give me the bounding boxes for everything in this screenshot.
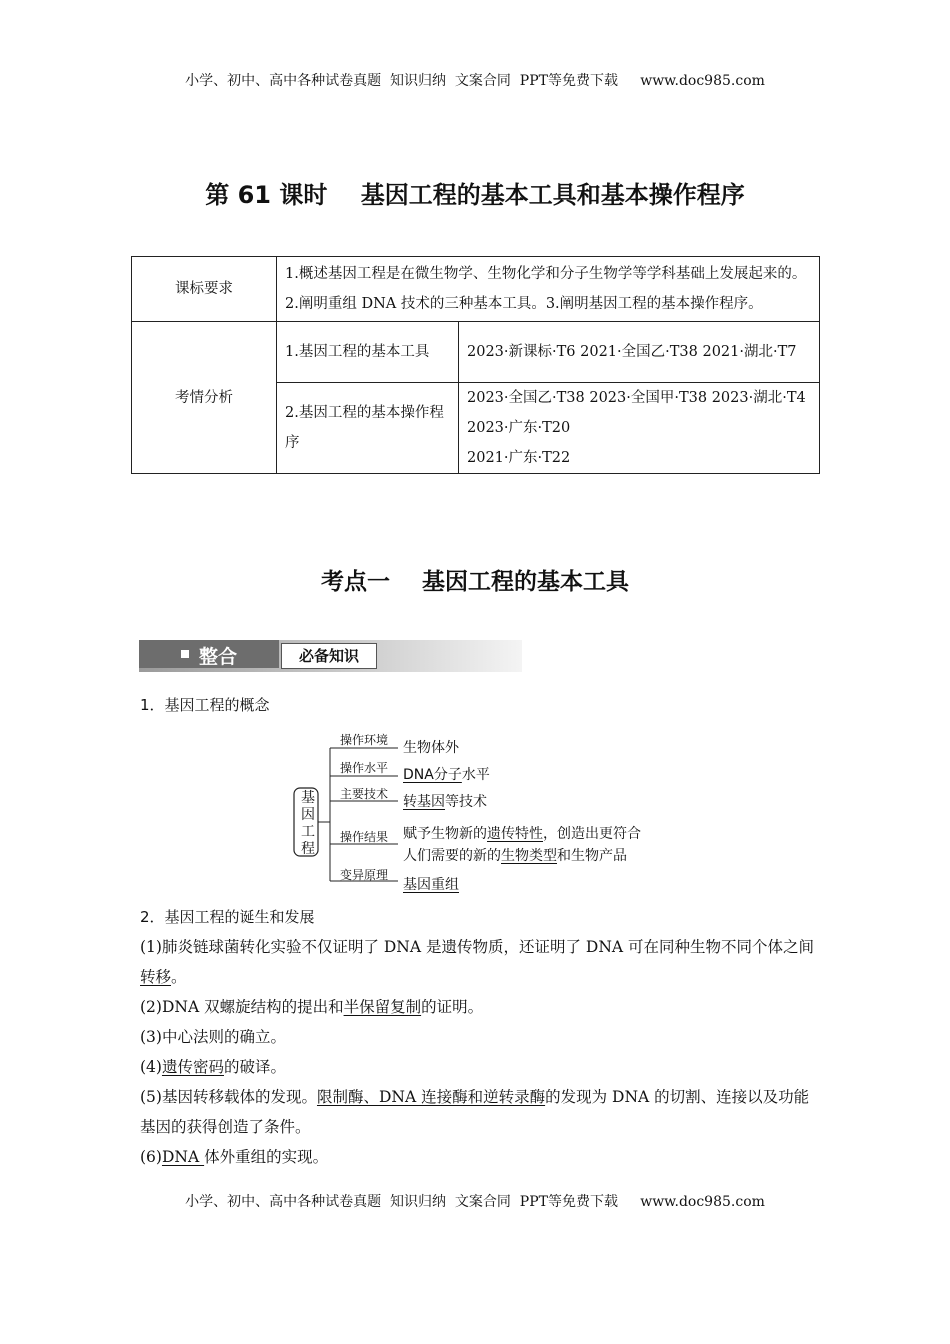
branch-value <box>403 823 641 867</box>
para-text: (5)基因转移载体的发现。 <box>140 1088 317 1106</box>
branch-label: 操作环境 <box>340 733 389 747</box>
underlined-answer: 生物类型 <box>501 848 557 864</box>
value-text: 等技术 <box>445 794 487 810</box>
table-row <box>132 322 820 383</box>
root-char: 因 <box>301 807 315 823</box>
underlined-answer: 基因重组 <box>403 877 459 893</box>
exam-cell: 2023·新课标·T6 2021·全国乙·T38 2021·湖北·T7 <box>459 322 820 383</box>
paragraph <box>140 932 820 992</box>
table-row <box>132 257 820 322</box>
value-text: 赋予生物新的 <box>403 826 487 842</box>
underlined-answer: 半保留复制 <box>343 998 422 1016</box>
para-text: (2)DNA 双螺旋结构的提出和 <box>140 998 344 1016</box>
value-text: ，创造出更符合 <box>543 826 641 842</box>
root-char: 基 <box>301 790 315 806</box>
requirement-label: 课标要求 <box>132 257 277 322</box>
exam-list: 2023·全国乙·T38 2023·全国甲·T38 2023·湖北·T4 2023·广东·T20 <box>467 390 806 436</box>
value-text: 和生物产品 <box>557 848 627 864</box>
para-text: 的证明。 <box>421 998 484 1016</box>
para-text: 的破译。 <box>223 1058 286 1076</box>
para-text: (6) <box>140 1148 162 1166</box>
branch-label: 主要技术 <box>340 787 389 801</box>
root-char: 工 <box>301 824 315 840</box>
para-text: 的发现为 DNA 的切割、连接以及功能基因的获得创造了条件。 <box>140 1088 810 1136</box>
page-header: 小学、初中、高中各种试卷真题 知识归纳 文案合同 PPT等免费下载 www.doc985.com <box>185 73 765 89</box>
section-heading: 2．基因工程的诞生和发展 <box>140 908 315 926</box>
branch-value <box>403 791 487 811</box>
paragraph: (3)中心法则的确立。 <box>140 1028 286 1046</box>
underlined-answer: DNA <box>161 1148 205 1166</box>
para-text: (4) <box>140 1058 162 1076</box>
underlined-answer: 转基因 <box>403 794 445 810</box>
banner-left-label: 整合 <box>199 646 238 668</box>
para-text: 。 <box>171 968 187 986</box>
diagram-root <box>298 790 318 858</box>
branch-label: 操作结果 <box>340 830 389 844</box>
branch-value: 生物体外 <box>403 740 459 756</box>
branch-value <box>403 874 459 894</box>
para-text: 体外重组的实现。 <box>204 1148 329 1166</box>
value-text: 水平 <box>461 767 490 783</box>
paragraph <box>140 1082 820 1142</box>
root-char: 程 <box>301 841 315 857</box>
analysis-label: 考情分析 <box>132 322 277 474</box>
page-footer: 小学、初中、高中各种试卷真题 知识归纳 文案合同 PPT等免费下载 www.doc985.com <box>185 1194 765 1210</box>
exam-cell <box>459 383 820 474</box>
paragraph <box>140 1052 820 1082</box>
topic-cell: 1.基因工程的基本工具 <box>277 322 459 383</box>
banner-right-label: 必备知识 <box>281 643 377 669</box>
lesson-title: 第 61 课时 基因工程的基本工具和基本操作程序 <box>205 181 745 209</box>
curriculum-table <box>131 256 820 474</box>
underlined-answer: 遗传特性 <box>487 826 543 842</box>
branch-label: 变异原理 <box>340 868 389 882</box>
underlined-answer: 限制酶、DNA 连接酶和逆转录酶 <box>316 1088 546 1106</box>
section-title: 考点一 基因工程的基本工具 <box>320 569 630 595</box>
section-heading: 1．基因工程的概念 <box>140 696 270 714</box>
underlined-answer: 遗传密码 <box>161 1058 224 1076</box>
underlined-answer: 转移 <box>140 968 172 986</box>
value-text: 人们需要的新的 <box>403 848 501 864</box>
paragraph <box>140 992 820 1022</box>
paragraph <box>140 1142 820 1172</box>
branch-label: 操作水平 <box>340 761 389 775</box>
para-text: (1)肺炎链球菌转化实验不仅证明了 DNA 是遗传物质，还证明了 DNA 可在同种生物不同个体之间 <box>140 938 815 956</box>
exam-list: 2021·广东·T22 <box>467 450 571 466</box>
branch-value <box>403 764 490 784</box>
underlined-answer: DNA分子 <box>403 767 462 783</box>
square-bullet-icon <box>181 650 189 658</box>
requirement-text: 1.概述基因工程是在微生物学、生物化学和分子生物学等学科基础上发展起来的。2.阐明重组 DNA 技术的三种基本工具。3.阐明基因工程的基本操作程序。 <box>277 257 820 322</box>
topic-cell: 2.基因工程的基本操作程序 <box>277 383 459 474</box>
